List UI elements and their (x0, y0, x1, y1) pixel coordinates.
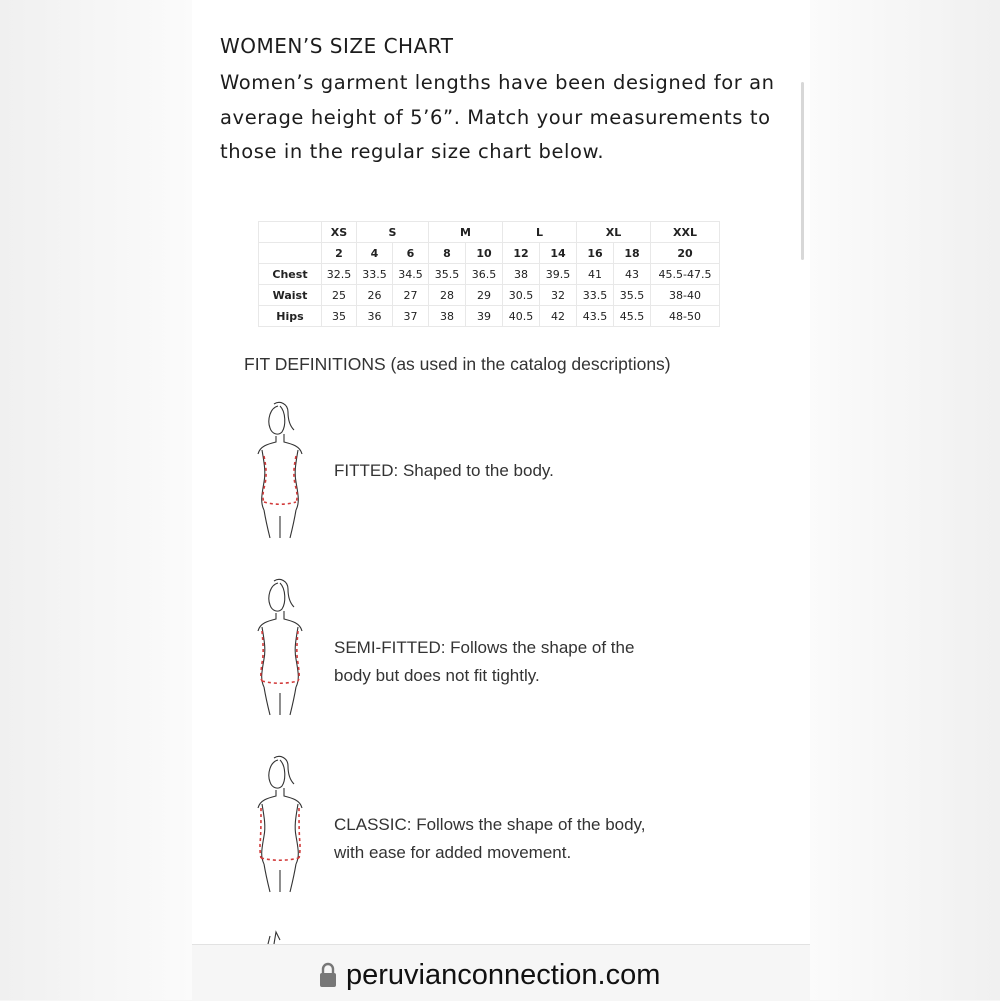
size-number-row (259, 243, 720, 264)
table-cell: 35.5 (429, 264, 466, 285)
fitted-figure-icon (250, 398, 310, 548)
size-group-row (259, 222, 720, 243)
table-cell: 42 (540, 306, 577, 327)
table-cell: 32.5 (322, 264, 357, 285)
address-url[interactable] (318, 955, 660, 995)
lock-icon (318, 962, 338, 988)
fit-text-line: FITTED: Shaped to the body. (334, 461, 554, 480)
intro-paragraph: Women’s garment lengths have been designed for an average height of 5’6”. Match your measurements to those in the regular size chart below. (220, 71, 775, 163)
size-group-m: M (429, 222, 503, 243)
table-cell: 29 (466, 285, 503, 306)
table-cell: 33.5 (577, 285, 614, 306)
table-cell: 39 (466, 306, 503, 327)
page-title: WOMEN’S SIZE CHART (220, 34, 454, 58)
web-page[interactable] (192, 0, 810, 944)
scrollbar-thumb[interactable] (801, 82, 804, 260)
fit-text-line: SEMI-FITTED: Follows the shape of the (334, 638, 635, 657)
classic-description (334, 811, 646, 867)
table-cell: 34.5 (393, 264, 429, 285)
size-number: 14 (540, 243, 577, 264)
size-number: 16 (577, 243, 614, 264)
table-cell: 25 (322, 285, 357, 306)
fit-text-line: CLASSIC: Follows the shape of the body, (334, 815, 646, 834)
size-group-xs: XS (322, 222, 357, 243)
table-cell: 38 (503, 264, 540, 285)
size-number: 12 (503, 243, 540, 264)
table-cell: 39.5 (540, 264, 577, 285)
table-cell: 36 (357, 306, 393, 327)
table-cell: 30.5 (503, 285, 540, 306)
fit-text-line: with ease for added movement. (334, 843, 572, 862)
table-cell: 41 (577, 264, 614, 285)
table-cell: 27 (393, 285, 429, 306)
table-cell: 33.5 (357, 264, 393, 285)
row-label-hips: Hips (259, 306, 322, 327)
table-cell: 37 (393, 306, 429, 327)
table-cell: 26 (357, 285, 393, 306)
table-cell: 48-50 (651, 306, 720, 327)
size-group-l: L (503, 222, 577, 243)
next-figure-partial-icon (262, 930, 292, 944)
table-corner-cell (259, 222, 322, 243)
backdrop-right (810, 0, 1000, 1000)
size-number: 4 (357, 243, 393, 264)
row-label-waist: Waist (259, 285, 322, 306)
fit-definitions-heading: FIT DEFINITIONS (as used in the catalog descriptions) (244, 354, 671, 374)
table-cell: 32 (540, 285, 577, 306)
chest-row (259, 264, 720, 285)
size-number: 6 (393, 243, 429, 264)
fitted-description (334, 457, 554, 485)
size-group-s: S (357, 222, 429, 243)
table-cell: 43 (614, 264, 651, 285)
size-chart-table (258, 221, 720, 327)
table-cell: 40.5 (503, 306, 540, 327)
size-number: 18 (614, 243, 651, 264)
table-cell: 43.5 (577, 306, 614, 327)
table-cell: 45.5-47.5 (651, 264, 720, 285)
waist-row (259, 285, 720, 306)
size-number: 10 (466, 243, 503, 264)
size-number: 20 (651, 243, 720, 264)
fit-text-line: body but does not fit tightly. (334, 666, 540, 685)
url-text: peruvianconnection.com (346, 958, 661, 991)
size-number: 2 (322, 243, 357, 264)
size-number: 8 (429, 243, 466, 264)
table-corner-cell (259, 243, 322, 264)
semi-fitted-description (334, 634, 634, 690)
table-cell: 38-40 (651, 285, 720, 306)
table-cell: 35 (322, 306, 357, 327)
table-cell: 36.5 (466, 264, 503, 285)
hips-row (259, 306, 720, 327)
classic-figure-icon (250, 752, 310, 902)
table-cell: 28 (429, 285, 466, 306)
size-group-xxl: XXL (651, 222, 720, 243)
row-label-chest: Chest (259, 264, 322, 285)
table-cell: 45.5 (614, 306, 651, 327)
size-group-xl: XL (577, 222, 651, 243)
backdrop-left (0, 0, 192, 1000)
table-cell: 35.5 (614, 285, 651, 306)
semi-fitted-figure-icon (250, 575, 310, 725)
table-cell: 38 (429, 306, 466, 327)
